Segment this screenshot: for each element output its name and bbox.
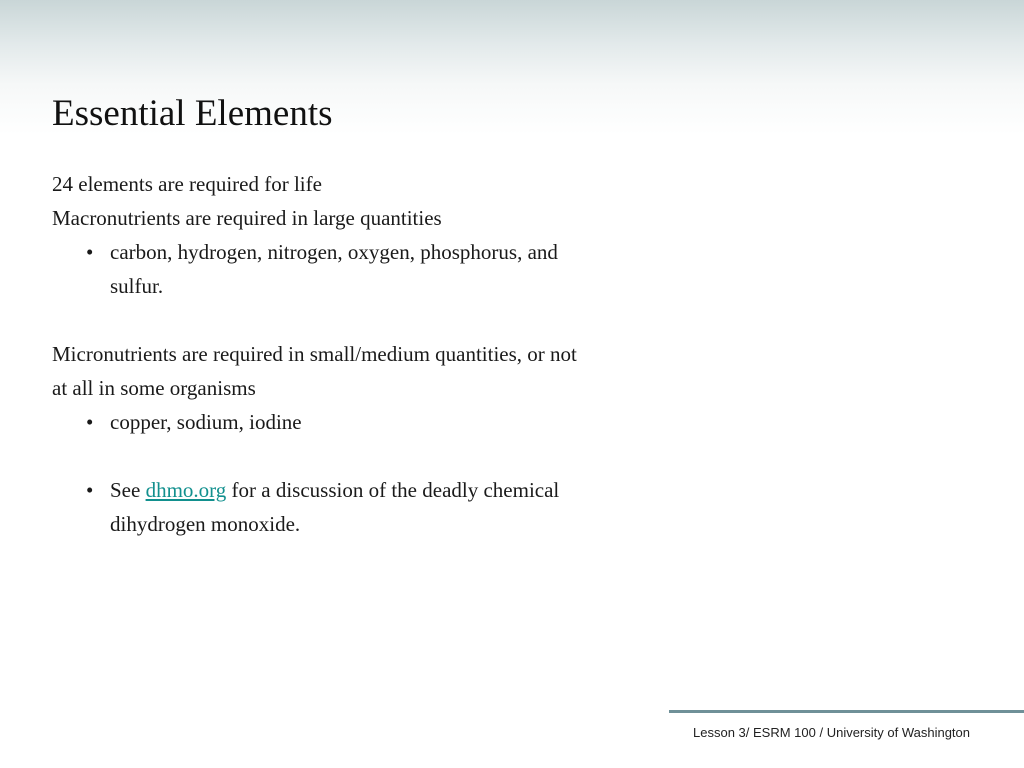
body-line-micronutrients xyxy=(52,337,712,405)
micronutrients-line2: at all in some organisms xyxy=(52,376,256,400)
slide-title: Essential Elements xyxy=(52,93,333,134)
body-line-elements: 24 elements are required for life xyxy=(52,172,322,196)
dhmo-link[interactable]: dhmo.org xyxy=(145,478,227,502)
bullet-micronutrients xyxy=(52,405,712,439)
micronutrients-line1: Micronutrients are required in small/medium quantities, or not xyxy=(52,342,577,366)
bullet-dot: • xyxy=(86,410,94,434)
footer-divider xyxy=(669,710,1024,713)
see-suffix: for a discussion of the deadly chemical xyxy=(226,478,560,502)
spacer xyxy=(52,303,712,337)
spacer xyxy=(52,439,712,473)
bullet-dhmo xyxy=(52,473,712,541)
see-line2: dihydrogen monoxide. xyxy=(110,512,301,536)
slide-body xyxy=(52,167,712,541)
bullet-dot: • xyxy=(86,240,94,264)
bullet-dot: • xyxy=(86,478,94,502)
bullet-text-line2: sulfur. xyxy=(110,274,164,298)
bullet-text-line1: carbon, hydrogen, nitrogen, oxygen, phosphorus, and xyxy=(110,240,558,264)
bullet-text: copper, sodium, iodine xyxy=(110,410,302,434)
bullet-macronutrients xyxy=(52,235,712,303)
see-prefix: See xyxy=(110,478,146,502)
body-line-macronutrients: Macronutrients are required in large quantities xyxy=(52,206,442,230)
footer-text: Lesson 3/ ESRM 100 / University of Washington xyxy=(693,725,970,740)
